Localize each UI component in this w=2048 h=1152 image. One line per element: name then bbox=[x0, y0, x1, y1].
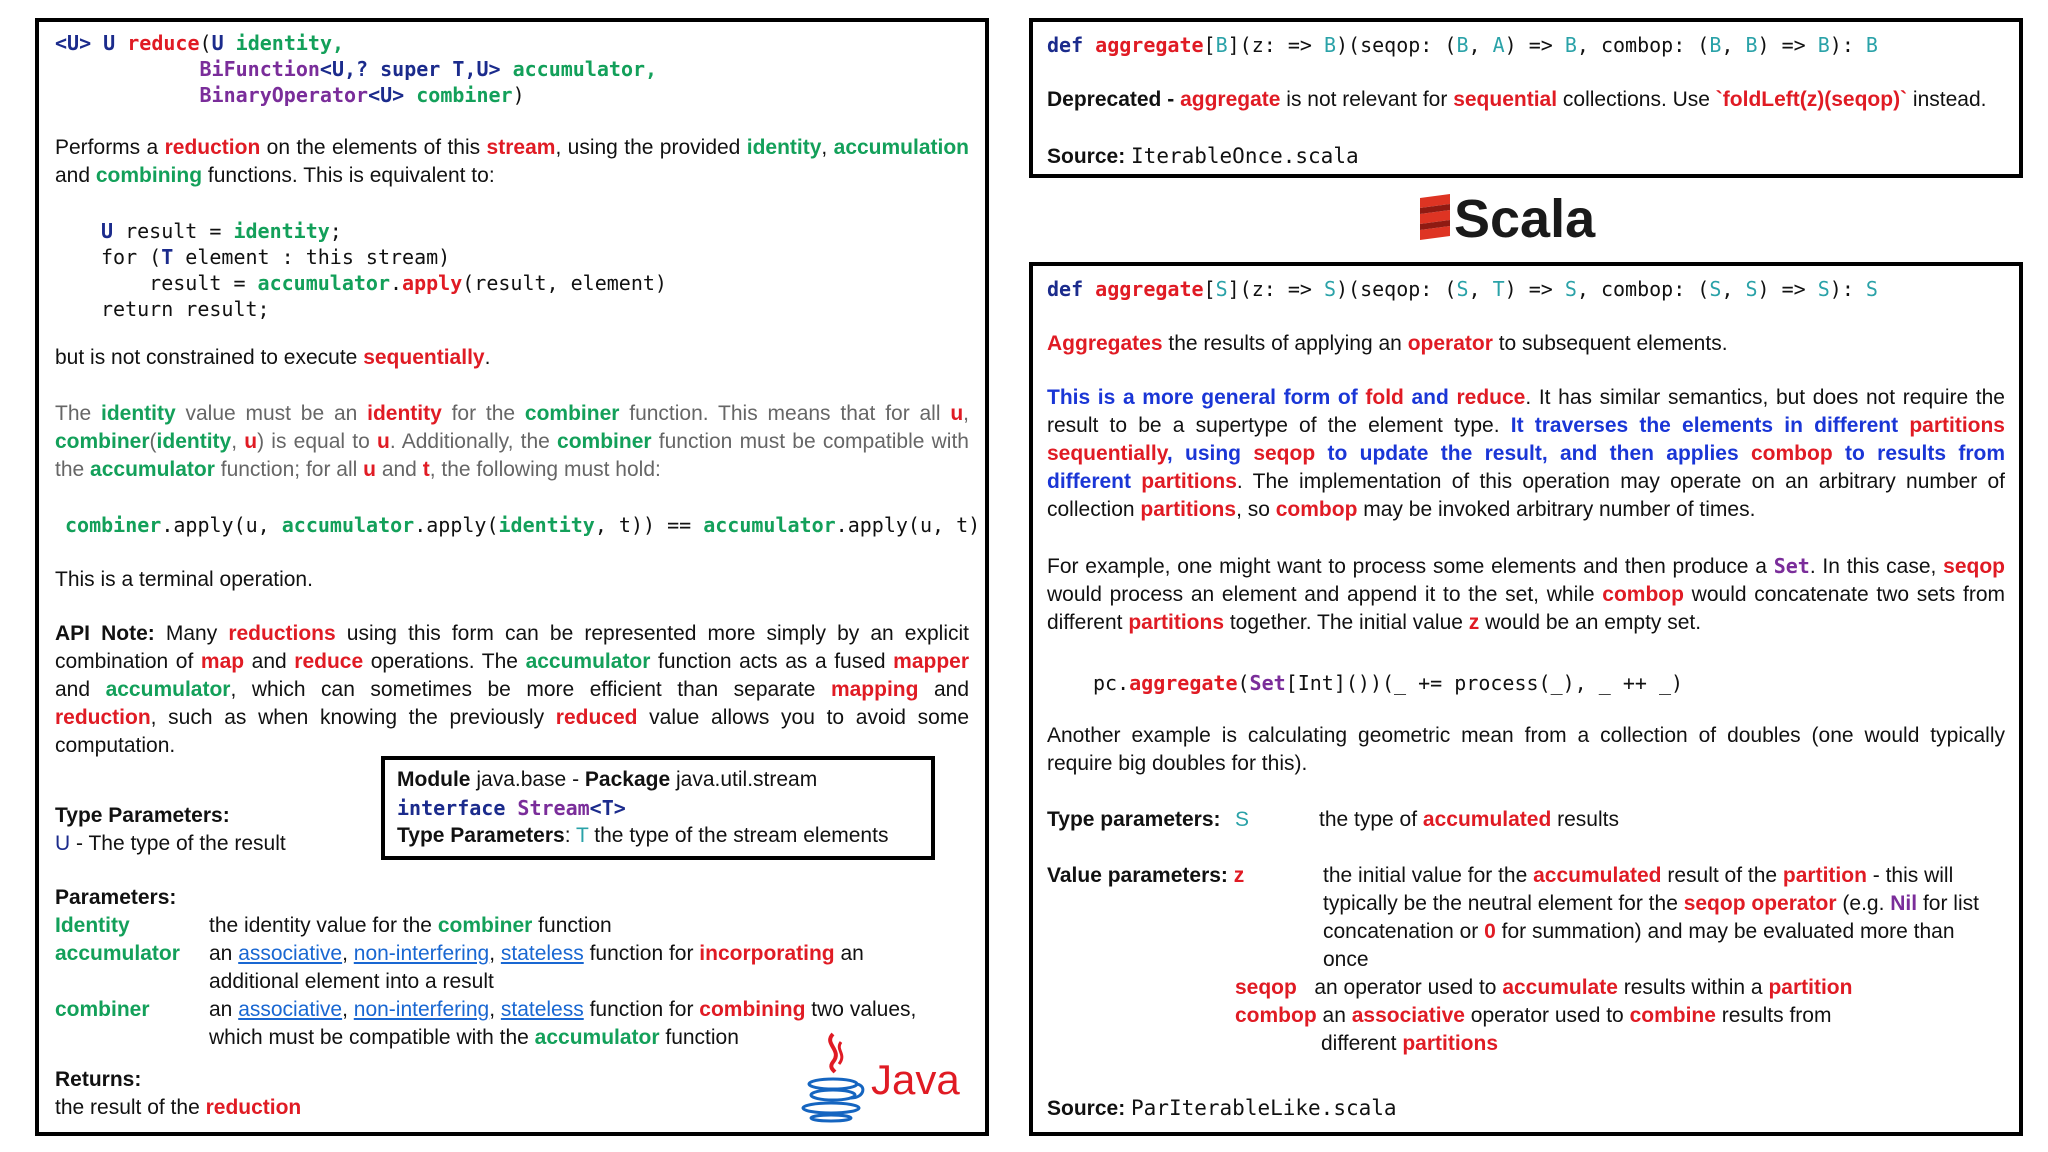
java-sequential-note: but is not constrained to execute sequentially. bbox=[55, 346, 491, 369]
scala-stairs-icon bbox=[1418, 194, 1452, 246]
scala-summary: Aggregates the results of applying an operator to subsequent elements. bbox=[1047, 332, 1728, 355]
java-api-note: API Note: Many reductions using this form can be represented more simply by an explicit combination of map and reduce operations. The accumulator function acts as a fused mapper and accumulator, which can sometimes be more efficient than separate mapping and reduction, such as when knowing the previously reduced value allows you to avoid some computation. bbox=[55, 622, 970, 757]
scala-example-set: For example, one might want to process some elements and then produce a Set. In this case, seqop would process an element and append it to the set, while combop would concatenate two sets from different partitions together. The initial value z would be an empty set. bbox=[1047, 554, 2005, 634]
scala-example-code: pc.aggregate(Set[Int]())(_ += process(_), _ ++ _) bbox=[1093, 671, 1684, 695]
java-type-params: Type Parameters: U - The type of the result bbox=[55, 804, 286, 855]
scala-logo: Scala bbox=[1418, 190, 1618, 250]
scala-deprecated-note: Deprecated - aggregate is not relevant for sequential collections. Use `foldLeft(z)(seqop)` instead. bbox=[1047, 88, 1987, 111]
scala-general-form: This is a more general form of fold and reduce. It has similar semantics, but does not require the result to be a supertype of the element type. It traverses the elements in different partitions sequentially, using seqop to update the result, and then applies combop to results from different partitions. The implementation of this operation may operate on an arbitrary number of collection partitions, so combop may be invoked arbitrary number of times. bbox=[1047, 386, 2006, 521]
scala-signature: def aggregate[S](z: => S)(seqop: (S, T) => S, combop: (S, S) => S): S bbox=[1047, 277, 1878, 301]
scala-value-params: Value parameters: z the initial value for the accumulated result of the partition - this will typically be the neutral element for the seqop operator (e.g. Nil for list concatenation or 0 for summation) and may be evaluated more than once seqop an operator used to accumulate results within a partition combop an associative operator used to combine results from different partitions bbox=[1047, 864, 1979, 1055]
java-cup-icon bbox=[799, 1028, 869, 1124]
java-parameters: Parameters: Identity the identity value for the combiner function accumulator an associative, non-interfering, stateless function for incorporating an additional element into a result combiner an associative, non-interfering, stateless function for combining two values, which must be compatible with the accumulator function bbox=[55, 886, 917, 1049]
scala-source: Source: ParIterableLike.scala bbox=[1047, 1096, 1397, 1120]
java-identity-note: The identity value must be an identity for the combiner function. This means that for all u, combiner(identity, u) is equal to u. Additionally, the combiner function must be compatible with the accumulator function; for all u and t, the following must hold: bbox=[55, 402, 969, 481]
java-logo: Java bbox=[799, 1028, 969, 1124]
java-signature: <U> U reduce(U identity, BiFunction<U,? super T,U> accumulator, BinaryOperator<U> combiner) bbox=[55, 31, 658, 107]
java-description: Performs a reduction on the elements of this stream, using the provided identity, accumulation and combining functions. This is equivalent to: bbox=[55, 136, 970, 187]
scala-deprecated-panel bbox=[1029, 18, 2023, 178]
java-equivalent-code: U result = identity; for (T element : this stream) result = accumulator.apply(result, element) return result; bbox=[101, 219, 667, 321]
scala-example-mean: Another example is calculating geometric mean from a collection of doubles (one would typically require big doubles for this). bbox=[1047, 724, 2005, 775]
java-terminal-note: This is a terminal operation. bbox=[55, 568, 313, 591]
java-returns: Returns: the result of the reduction bbox=[55, 1068, 302, 1119]
scala-type-params: Type parameters: S the type of accumulated results bbox=[1047, 808, 1619, 831]
java-reduce-panel bbox=[35, 18, 989, 1136]
java-module-box: Module java.base - Package java.util.stream interface Stream<T> Type Parameters: T the type of the stream elements bbox=[381, 756, 935, 860]
scala-aggregate-panel bbox=[1029, 262, 2023, 1136]
java-associativity-code: combiner.apply(u, accumulator.apply(identity, t)) == accumulator.apply(u, t) bbox=[65, 513, 981, 537]
scala-top-signature: def aggregate[B](z: => B)(seqop: (B, A) => B, combop: (B, B) => B): B bbox=[1047, 33, 1878, 57]
scala-top-source: Source: IterableOnce.scala bbox=[1047, 144, 1359, 168]
